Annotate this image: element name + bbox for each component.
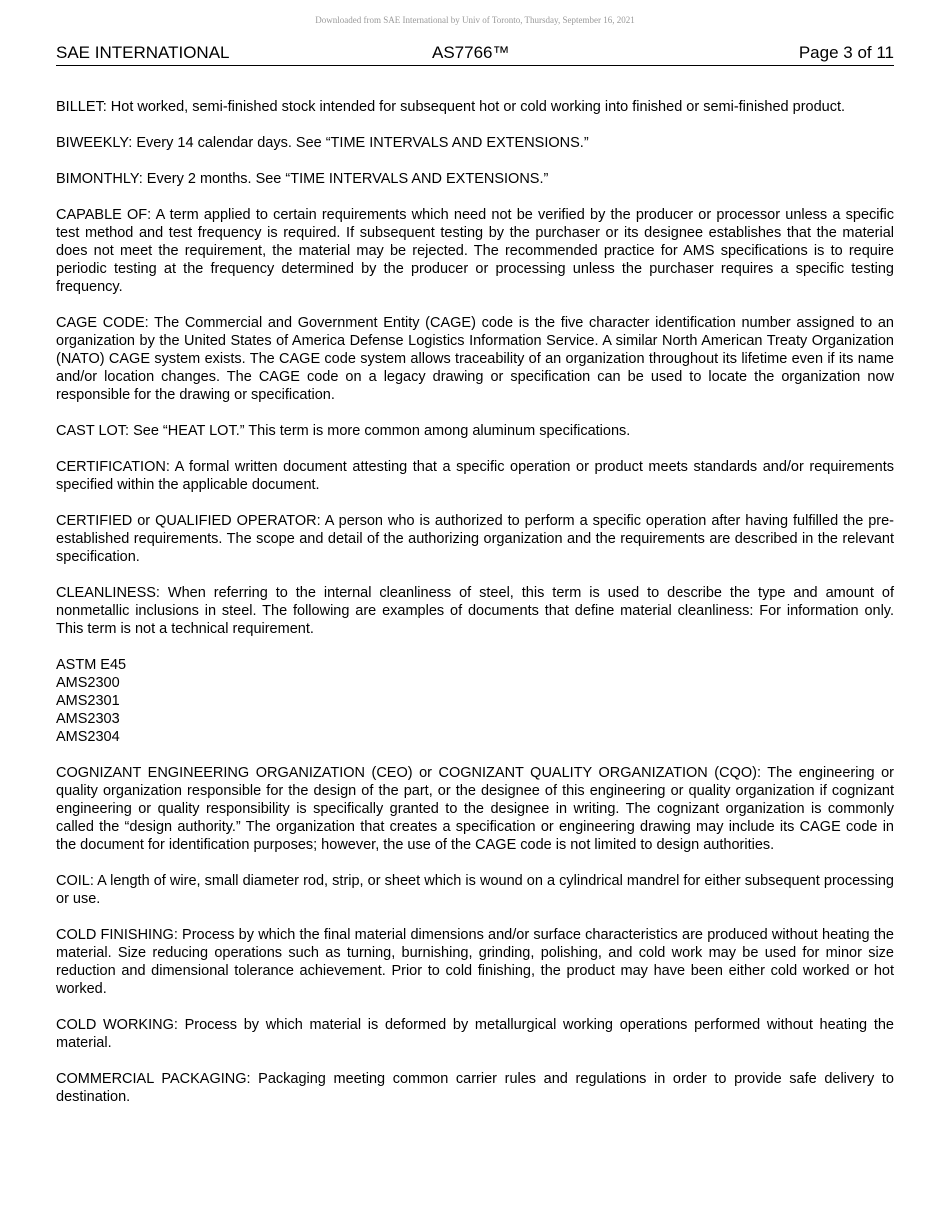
definition-certification: CERTIFICATION: A formal written document attesting that a specific operation or product meets standards and/or requirements specified within the applicable document. xyxy=(56,459,894,493)
page-header xyxy=(56,43,894,66)
definition-certified-operator: CERTIFIED or QUALIFIED OPERATOR: A person who is authorized to perform a specific operation after having fulfilled the pre-established requirements. The scope and detail of the authorizing organization and the requirements are described in the relevant specification. xyxy=(56,513,894,565)
definition-capable-of: CAPABLE OF: A term applied to certain requirements which need not be verified by the producer or processor unless a specific test method and test frequency is required. If subsequent testing by the purchaser or its designee establishes that the material does not meet the requirement, the material may be rejected. The recommended practice for AMS specifications is to require periodic testing at the frequency determined by the producer or processing unless the purchaser requires a specific testing frequency. xyxy=(56,207,894,295)
header-organization: SAE INTERNATIONAL xyxy=(56,43,230,62)
list-item: ASTM E45 xyxy=(56,657,127,673)
definition-cold-working: COLD WORKING: Process by which material is deformed by metallurgical working operations performed without heating the material. xyxy=(56,1017,894,1051)
definition-cleanliness: CLEANLINESS: When referring to the internal cleanliness of steel, this term is used to describe the type and amount of nonmetallic inclusions in steel. The following are examples of documents that define material cleanliness: For information only. This term is not a technical requirement. xyxy=(56,585,894,637)
document-body xyxy=(56,98,894,1124)
list-item: AMS2300 xyxy=(56,675,120,691)
list-item: AMS2304 xyxy=(56,729,120,745)
definition-cage-code: CAGE CODE: The Commercial and Government Entity (CAGE) code is the five character identification number assigned to an organization by the United States of America Defense Logistics Information Service. A similar North American Treaty Organization (NATO) CAGE system exists. The CAGE code system allows traceability of an organization throughout its lifetime even if its name and/or location changes. The CAGE code on a legacy drawing or specification can be used to locate the organization now responsible for the drawing or specification. xyxy=(56,315,894,403)
download-watermark: Downloaded from SAE International by Univ of Toronto, Thursday, September 16, 2021 xyxy=(315,15,635,25)
definition-cognizant-organization: COGNIZANT ENGINEERING ORGANIZATION (CEO) or COGNIZANT QUALITY ORGANIZATION (CQO): The engineering or quality organization responsible for the design of the part, or the designee of this engineering or quality organization if cognizant engineering or quality responsibility is specifically granted to the designee in writing. The cognizant organization is commonly called the “design authority.” The organization that creates a specification or engineering drawing may include its CAGE code in the document for identification purposes; however, the use of the CAGE code is not limited to design authorities. xyxy=(56,765,894,853)
definition-biweekly: BIWEEKLY: Every 14 calendar days. See “TIME INTERVALS AND EXTENSIONS.” xyxy=(56,135,589,151)
header-page-number: Page 3 of 11 xyxy=(798,43,894,62)
definition-cold-finishing: COLD FINISHING: Process by which the final material dimensions and/or surface characteristics are produced without heating the material. Size reducing operations such as turning, burnishing, grinding, polishing, and cold work may be used for minor size reduction and dimensional tolerance achievement. Prior to cold finishing, the product may have been either cold worked or hot worked. xyxy=(56,927,894,997)
definition-billet: BILLET: Hot worked, semi-finished stock intended for subsequent hot or cold working into finished or semi-finished product. xyxy=(56,99,846,115)
list-item: AMS2303 xyxy=(56,711,120,727)
header-document-number: AS7766™ xyxy=(432,43,510,62)
definition-commercial-packaging: COMMERCIAL PACKAGING: Packaging meeting common carrier rules and regulations in order to provide safe delivery to destination. xyxy=(56,1071,894,1105)
cleanliness-document-list xyxy=(56,656,894,746)
list-item: AMS2301 xyxy=(56,693,120,709)
definition-bimonthly: BIMONTHLY: Every 2 months. See “TIME INTERVALS AND EXTENSIONS.” xyxy=(56,171,549,187)
definition-coil: COIL: A length of wire, small diameter rod, strip, or sheet which is wound on a cylindrical mandrel for either subsequent processing or use. xyxy=(56,873,894,907)
definition-cast-lot: CAST LOT: See “HEAT LOT.” This term is more common among aluminum specifications. xyxy=(56,423,631,439)
